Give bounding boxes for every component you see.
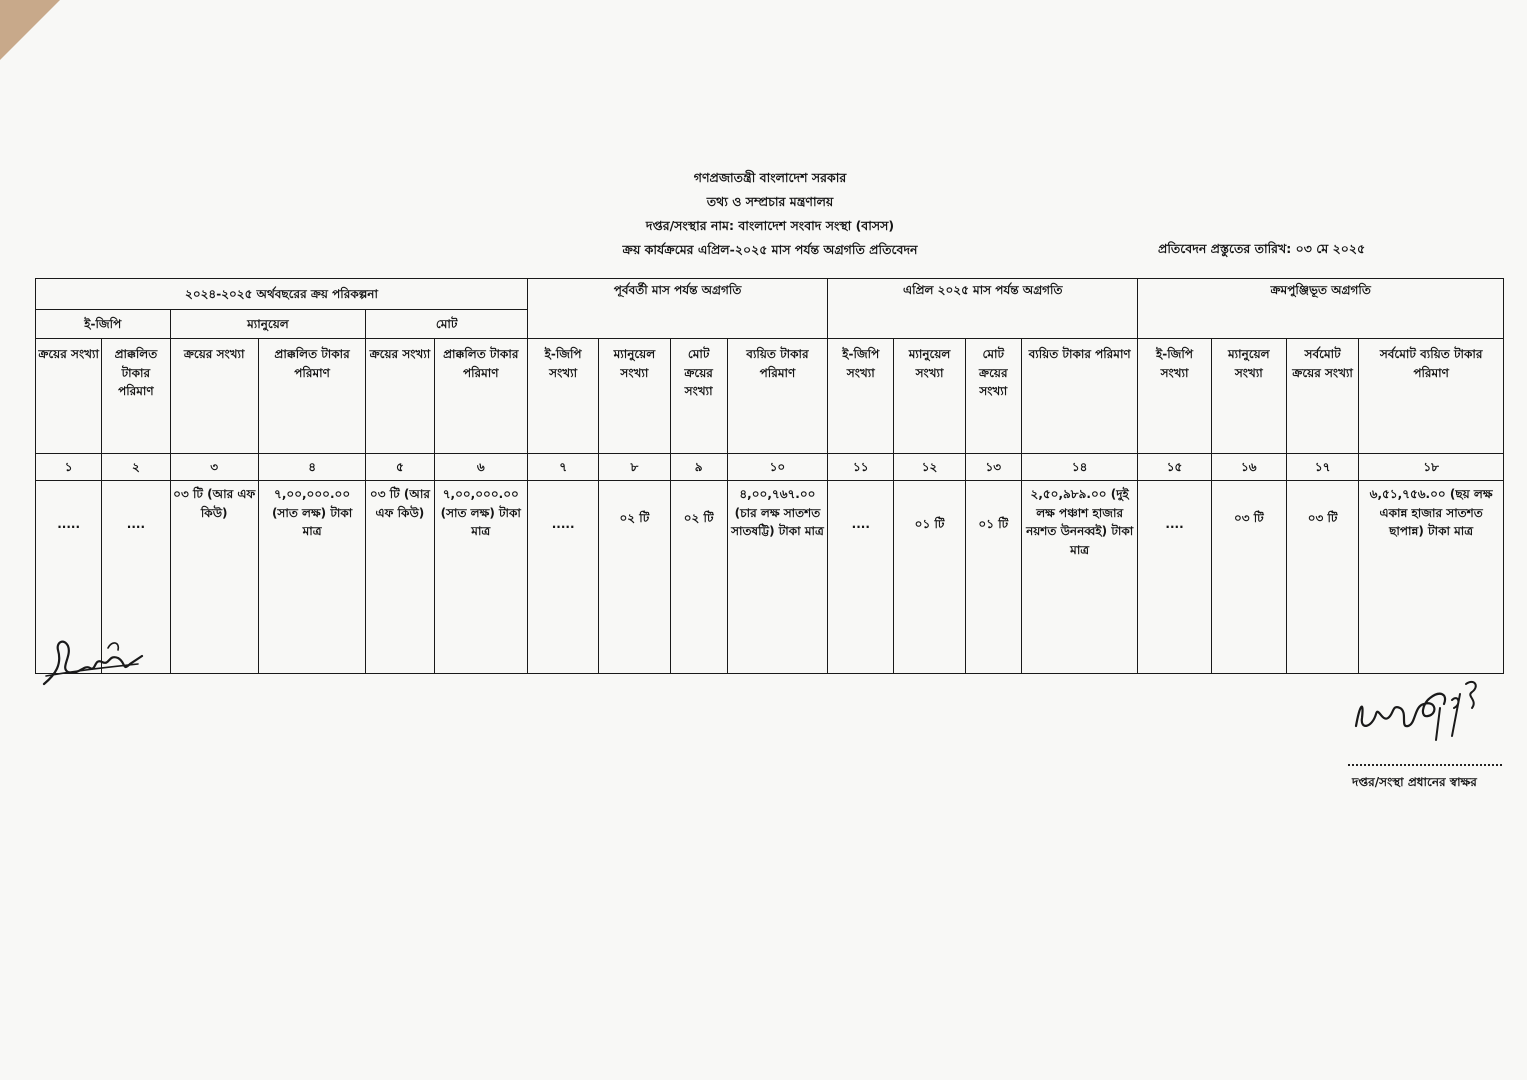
signature-caption: দপ্তর/সংস্থা প্রধানের স্বাক্ষর bbox=[1352, 775, 1477, 789]
table-cell: ৭,০০,০০০.০০ (সাত লক্ষ) টাকা মাত্র bbox=[258, 481, 365, 674]
column-number: ৩ bbox=[170, 454, 258, 481]
column-number-row bbox=[36, 454, 1504, 481]
subgroup-total: মোট bbox=[366, 310, 528, 339]
column-header: প্রাক্কলিত টাকার পরিমাণ bbox=[102, 339, 170, 454]
table-cell: .... bbox=[1138, 481, 1211, 674]
column-header: সর্বমোট ক্রয়ের সংখ্যা bbox=[1286, 339, 1358, 454]
table-cell: ৭,০০,০০০.০০ (সাত লক্ষ) টাকা মাত্র bbox=[434, 481, 527, 674]
column-number: ১৩ bbox=[965, 454, 1021, 481]
group-plan: ২০২৪-২০২৫ অর্থবছরের ক্রয় পরিকল্পনা bbox=[36, 279, 528, 310]
column-number: ২ bbox=[102, 454, 170, 481]
column-number: ১৬ bbox=[1211, 454, 1286, 481]
column-number: ৮ bbox=[599, 454, 670, 481]
group-header-row bbox=[36, 279, 1504, 310]
column-header: ক্রয়ের সংখ্যা bbox=[366, 339, 434, 454]
table-cell: ০১ টি bbox=[965, 481, 1021, 674]
table-cell: ..... bbox=[36, 481, 102, 674]
table-cell: ০৩ টি bbox=[1286, 481, 1358, 674]
group-cumulative: ক্রমপুঞ্জিভূত অগ্রগতি bbox=[1138, 279, 1504, 339]
document-header bbox=[540, 166, 1000, 262]
column-header: ক্রয়ের সংখ্যা bbox=[36, 339, 102, 454]
ministry-title: তথ্য ও সম্প্রচার মন্ত্রণালয় bbox=[706, 194, 834, 209]
column-header: প্রাক্কলিত টাকার পরিমাণ bbox=[434, 339, 527, 454]
table-cell: ০৩ টি (আর এফ কিউ) bbox=[366, 481, 434, 674]
agency-name: দপ্তর/সংস্থার নাম: বাংলাদেশ সংবাদ সংস্থা (বাসস) bbox=[645, 218, 895, 233]
column-number: ৯ bbox=[670, 454, 727, 481]
procurement-progress-table bbox=[35, 278, 1504, 674]
column-header: ই-জিপি সংখ্যা bbox=[1138, 339, 1211, 454]
column-number: ৬ bbox=[434, 454, 527, 481]
column-header: ম্যানুয়েল সংখ্যা bbox=[894, 339, 965, 454]
column-header-row bbox=[36, 339, 1504, 454]
column-header: সর্বমোট ব্যয়িত টাকার পরিমাণ bbox=[1359, 339, 1504, 454]
column-number: ১৮ bbox=[1359, 454, 1504, 481]
table-cell: ০৩ টি bbox=[1211, 481, 1286, 674]
column-number: ১৭ bbox=[1286, 454, 1358, 481]
column-number: ৭ bbox=[527, 454, 598, 481]
group-prev: পূর্ববর্তী মাস পর্যন্ত অগ্রগতি bbox=[527, 279, 827, 339]
table-cell: .... bbox=[828, 481, 894, 674]
table-row bbox=[36, 481, 1504, 674]
column-number: ৫ bbox=[366, 454, 434, 481]
left-signature bbox=[38, 628, 150, 690]
photo-corner-shadow bbox=[0, 0, 60, 60]
table-cell: ০৩ টি (আর এফ কিউ) bbox=[170, 481, 258, 674]
table-cell: ৪,০০,৭৬৭.০০ (চার লক্ষ সাতশত সাতষট্টি) টাকা মাত্র bbox=[727, 481, 827, 674]
table-cell: ২,৫০,৯৮৯.০০ (দুই লক্ষ পঞ্চাশ হাজার নয়শত উননব্বই) টাকা মাত্র bbox=[1021, 481, 1137, 674]
column-number: ১১ bbox=[828, 454, 894, 481]
column-header: প্রাক্কলিত টাকার পরিমাণ bbox=[258, 339, 365, 454]
column-header: ক্রয়ের সংখ্যা bbox=[170, 339, 258, 454]
subgroup-manual: ম্যানুয়েল bbox=[170, 310, 366, 339]
column-number: ১৫ bbox=[1138, 454, 1211, 481]
table-cell: ৬,৫১,৭৫৬.০০ (ছয় লক্ষ একান্ন হাজার সাতশত ছাপান্ন) টাকা মাত্র bbox=[1359, 481, 1504, 674]
group-april: এপ্রিল ২০২৫ মাস পর্যন্ত অগ্রগতি bbox=[828, 279, 1138, 339]
subgroup-egp: ই-জিপি bbox=[36, 310, 171, 339]
table-cell: .... bbox=[102, 481, 170, 674]
column-header: ই-জিপি সংখ্যা bbox=[828, 339, 894, 454]
report-date: প্রতিবেদন প্রস্তুতের তারিখ: ০৩ মে ২০২৫ bbox=[1158, 241, 1366, 256]
column-header: ব্যয়িত টাকার পরিমাণ bbox=[727, 339, 827, 454]
table-cell: ০২ টি bbox=[670, 481, 727, 674]
column-header: ম্যানুয়েল সংখ্যা bbox=[1211, 339, 1286, 454]
column-number: ১৪ bbox=[1021, 454, 1137, 481]
signature-line bbox=[1348, 764, 1502, 766]
right-signature bbox=[1348, 664, 1488, 756]
column-number: ৪ bbox=[258, 454, 365, 481]
government-title: গণপ্রজাতন্ত্রী বাংলাদেশ সরকার bbox=[693, 170, 847, 185]
report-title: ক্রয় কার্যক্রমের এপ্রিল-২০২৫ মাস পর্যন্ত অগ্রগতি প্রতিবেদন bbox=[622, 242, 918, 257]
column-number: ১০ bbox=[727, 454, 827, 481]
column-header: ই-জিপি সংখ্যা bbox=[527, 339, 598, 454]
column-header: ব্যয়িত টাকার পরিমাণ bbox=[1021, 339, 1137, 454]
table-cell: ..... bbox=[527, 481, 598, 674]
table-cell: ০২ টি bbox=[599, 481, 670, 674]
column-number: ১ bbox=[36, 454, 102, 481]
column-number: ১২ bbox=[894, 454, 965, 481]
table-cell: ০১ টি bbox=[894, 481, 965, 674]
column-header: মোট ক্রয়ের সংখ্যা bbox=[965, 339, 1021, 454]
column-header: ম্যানুয়েল সংখ্যা bbox=[599, 339, 670, 454]
column-header: মোট ক্রয়ের সংখ্যা bbox=[670, 339, 727, 454]
